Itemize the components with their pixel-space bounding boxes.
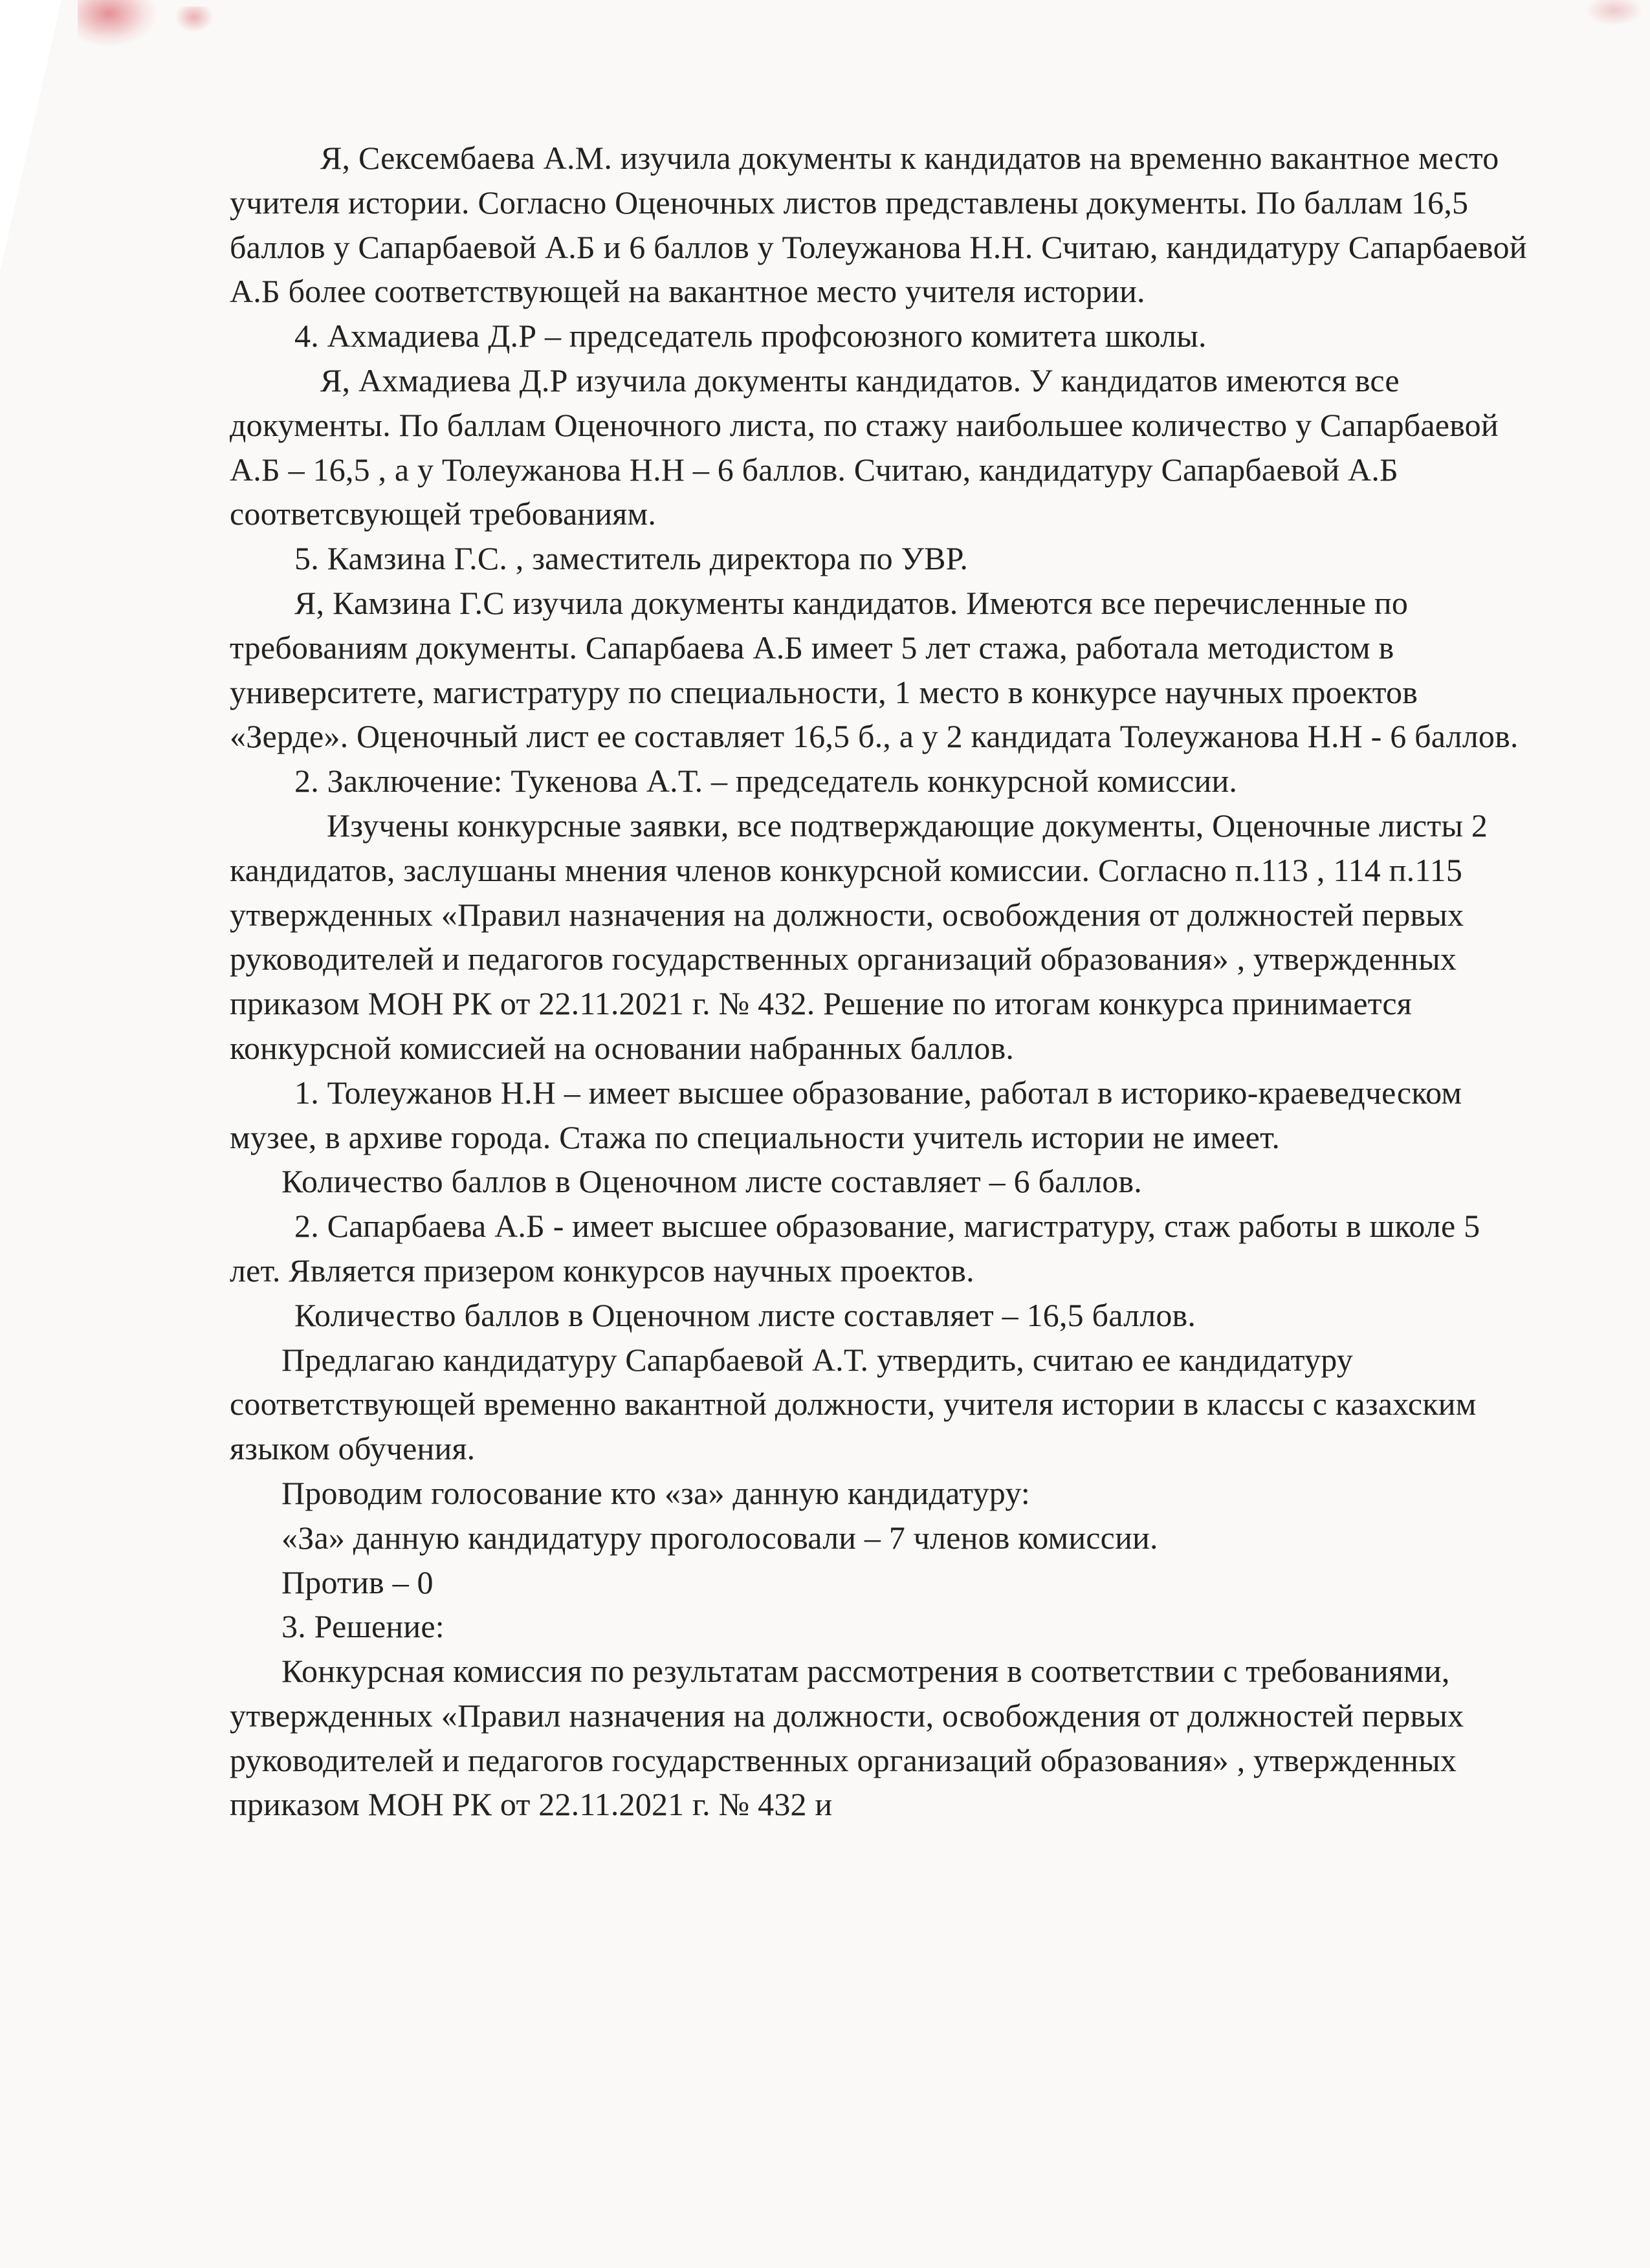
paragraph: Количество баллов в Оценочном листе составляет – 6 баллов. bbox=[281, 1163, 1142, 1200]
paragraph: Проводим голосование кто «за» данную кандидатуру: bbox=[281, 1474, 1030, 1511]
red-ink-smudge-right bbox=[1585, 0, 1644, 26]
paragraph: 2. Сапарбаева А.Б - имеет высшее образование, магистратуру, стаж работы в школе 5 лет. Является призером конкурсов научных проектов. bbox=[230, 1208, 1480, 1289]
paragraph: Конкурсная комиссия по результатам рассмотрения в соответствии с требованиями, утвержденных «Правил назначения на должности, освобождения от должностей первых руководителей и педагогов государственных организаций образования» , утвержденных приказом МОН РК от 22.11.2021 г. № 432 и bbox=[230, 1653, 1464, 1823]
red-ink-smudge-small bbox=[175, 6, 214, 32]
paragraph: 1. Толеужанов Н.Н – имеет высшее образование, работал в историко-краеведческом музее, в архиве города. Стажа по специальности учитель истории не имеет. bbox=[230, 1074, 1462, 1155]
paragraph: Я, Сексембаева А.М. изучила документы к кандидатов на временно вакантное место учителя истории. Согласно Оценочных листов представлены документы. По баллам 16,5 баллов у Сапарбаевой А.Б и 6 баллов у Толеужанова Н.Н. Считаю, кандидатуру Сапарбаевой А.Б более соответствующей на вакантное место учителя истории. bbox=[230, 140, 1527, 310]
paragraph: 2. Заключение: Тукенова А.Т. – председатель конкурсной комиссии. bbox=[294, 763, 1238, 800]
red-ink-smudge bbox=[78, 0, 155, 45]
paragraph: Против – 0 bbox=[281, 1564, 434, 1600]
scan-edge-shadow bbox=[0, 0, 61, 272]
paragraph: Я, Ахмадиева Д.Р изучила документы кандидатов. У кандидатов имеются все документы. По баллам Оценочного листа, по стажу наибольшее количество у Сапарбаевой А.Б – 16,5 , а у Толеужанова Н.Н – 6 баллов. Считаю, кандидатуру Сапарбаевой А.Б соответсвующей требованиям. bbox=[230, 362, 1499, 532]
paragraph: Я, Камзина Г.С изучила документы кандидатов. Имеются все перечисленные по требованиям документы. Сапарбаева А.Б имеет 5 лет стажа, работала методистом в университете, магистратуру по специальности, 1 место в конкурсе научных проектов «Зерде». Оценочный лист ее составляет 16,5 б., а у 2 кандидата Толеужанова Н.Н - 6 баллов. bbox=[230, 584, 1519, 755]
paragraph: «За» данную кандидатуру проголосовали – 7 членов комиссии. bbox=[281, 1519, 1158, 1556]
paragraph: Изучены конкурсные заявки, все подтверждающие документы, Оценочные листы 2 кандидатов, заслушаны мнения членов конкурсной комиссии. Согласно п.113 , 114 п.115 утвержденных «Правил назначения на должности, освобождения от должностей первых руководителей и педагогов государственных организаций образования» , утвержденных приказом МОН РК от 22.11.2021 г. № 432. Решение по итогам конкурса принимается конкурсной комиссией на основании набранных баллов. bbox=[230, 807, 1488, 1066]
paragraph: 5. Камзина Г.С. , заместитель директора по УВР. bbox=[294, 540, 969, 577]
document-body bbox=[230, 136, 1534, 1827]
paragraph: Предлагаю кандидатуру Сапарбаевой А.Т. утвердить, считаю ее кандидатуру соответствующей временно вакантной должности, учителя истории в классы с казахским языком обучения. bbox=[230, 1341, 1477, 1467]
paragraph: Количество баллов в Оценочном листе составляет – 16,5 баллов. bbox=[294, 1296, 1196, 1333]
paragraph: 4. Ахмадиева Д.Р – председатель профсоюзного комитета школы. bbox=[294, 318, 1207, 354]
paragraph: 3. Решение: bbox=[281, 1608, 445, 1645]
